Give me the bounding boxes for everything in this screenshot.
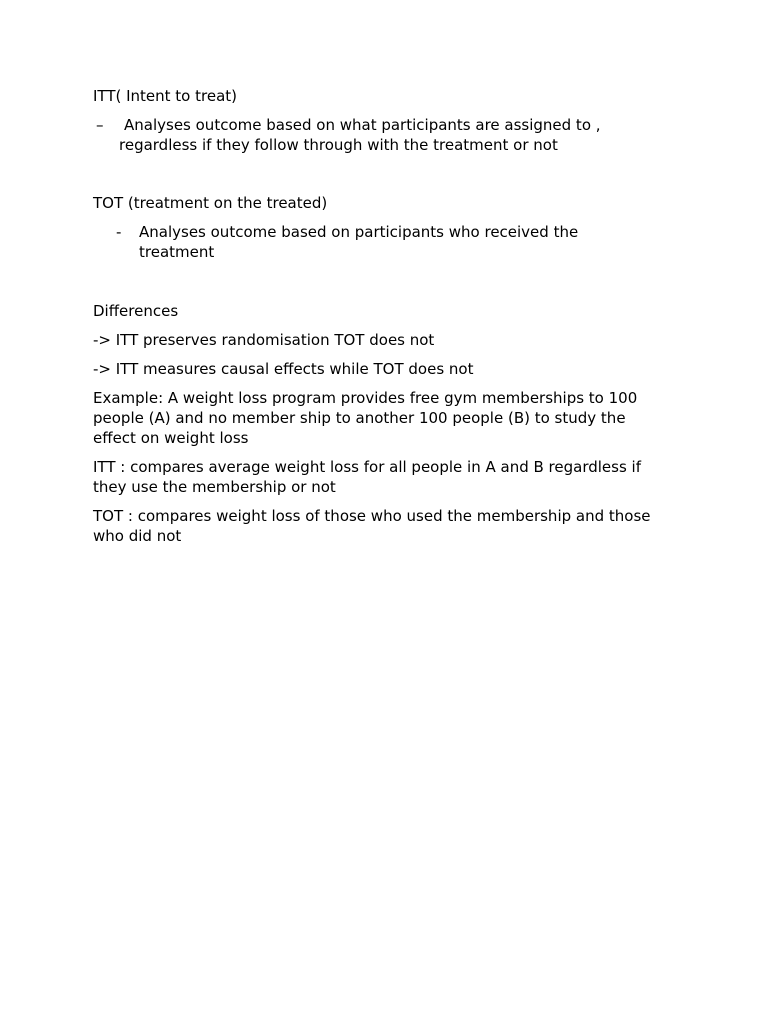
itt-compare-paragraph [93, 457, 683, 497]
difference-item-2: -> ITT measures causal effects while TOT does not [93, 360, 474, 378]
tot-bullet-line-2: treatment [139, 243, 215, 261]
itt-bullet-text [119, 115, 601, 155]
tot-bullet-text [139, 222, 578, 262]
example-line-2: people (A) and no member ship to another 100 people (B) to study the [93, 409, 626, 427]
itt-compare-line-1: ITT : compares average weight loss for all people in A and B regardless if [93, 458, 641, 476]
itt-compare-line-2: they use the membership or not [93, 478, 336, 496]
difference-item-1: -> ITT preserves randomisation TOT does not [93, 331, 435, 349]
tot-bullet-line-1: Analyses outcome based on participants who received the [139, 223, 579, 241]
itt-bullet-line-1: Analyses outcome based on what participants are assigned to , [124, 116, 601, 134]
differences-heading: Differences [93, 302, 179, 320]
itt-bullet-line-2: regardless if they follow through with the treatment or not [119, 136, 558, 154]
tot-compare-line-2: who did not [93, 527, 182, 545]
example-paragraph [93, 388, 683, 448]
example-line-1: Example: A weight loss program provides free gym memberships to 100 [93, 389, 638, 407]
tot-compare-paragraph [93, 506, 683, 546]
itt-bullet-marker: – [96, 116, 104, 134]
itt-heading: ITT( Intent to treat) [93, 87, 238, 105]
tot-bullet-marker: - [116, 223, 122, 241]
example-line-3: effect on weight loss [93, 429, 249, 447]
tot-heading: TOT (treatment on the treated) [93, 194, 328, 212]
tot-compare-line-1: TOT : compares weight loss of those who used the membership and those [93, 507, 651, 525]
